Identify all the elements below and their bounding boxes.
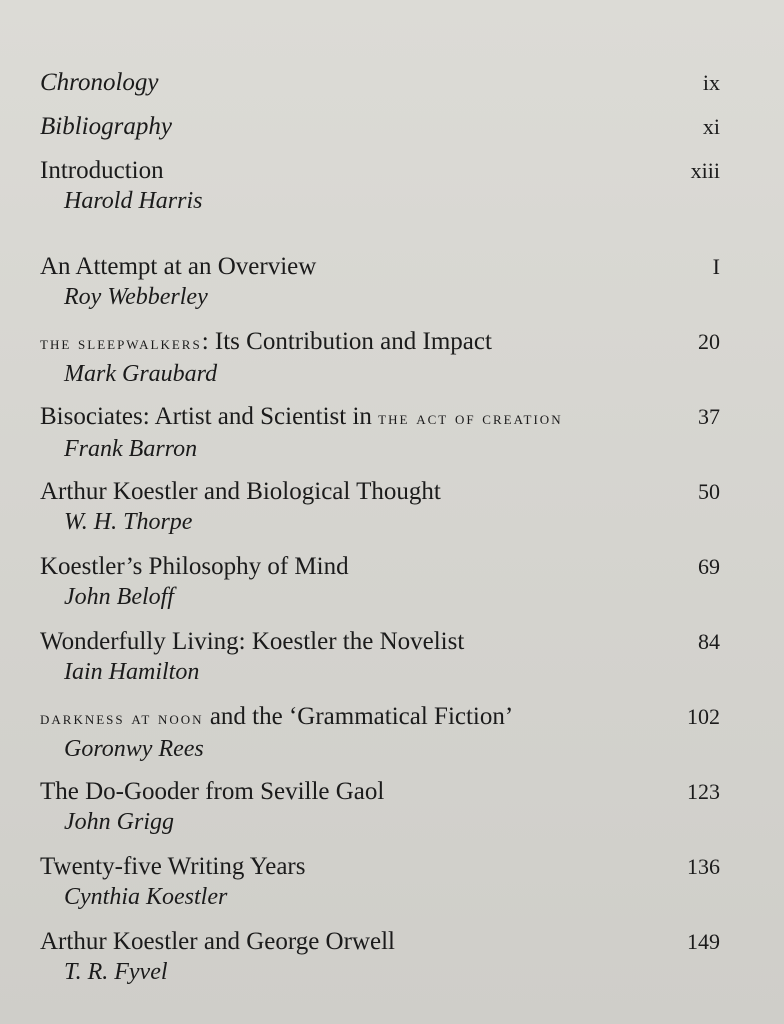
entry-author: T. R. Fyvel [64, 959, 168, 985]
entry-title-pre: Bisociates: Artist and Scientist in [40, 403, 379, 430]
entry-title: Introduction [40, 157, 164, 184]
entry-author: Roy Webberley [64, 284, 208, 310]
book-title-small-caps: the act of creation [378, 408, 563, 429]
toc-entry [40, 252, 720, 327]
entry-author: Frank Barron [64, 436, 198, 462]
toc-entry [40, 927, 720, 1002]
page-number: 20 [698, 329, 720, 354]
toc-entry-introduction [40, 156, 720, 252]
entry-author: John Grigg [64, 809, 174, 835]
toc-entry [40, 777, 720, 852]
entry-title: Bibliography [40, 113, 172, 140]
entry-title: Twenty-five Writing Years [40, 853, 306, 880]
toc-entry [40, 477, 720, 552]
page-number: 50 [698, 479, 720, 504]
entry-title [40, 702, 513, 734]
page-number: 123 [687, 779, 720, 804]
toc-entry [40, 852, 720, 927]
entry-title: Wonderfully Living: Koestler the Novelist [40, 628, 465, 655]
toc-entry [40, 552, 720, 627]
page-number: 149 [687, 929, 720, 954]
page-number: 37 [698, 404, 720, 429]
toc-entry [40, 702, 720, 777]
entry-title: The Do-Gooder from Seville Gaol [40, 778, 385, 805]
entry-title: Koestler’s Philosophy of Mind [40, 553, 349, 580]
page-number: 136 [687, 854, 720, 879]
toc-entry [40, 627, 720, 702]
entry-title: Chronology [40, 69, 159, 96]
toc-entry [40, 327, 720, 402]
entry-author: Mark Graubard [64, 361, 218, 387]
entry-title [40, 327, 492, 359]
entry-author: John Beloff [64, 584, 174, 610]
page-number: 102 [687, 704, 720, 729]
entry-author: W. H. Thorpe [64, 509, 193, 535]
book-title-small-caps: darkness at noon [40, 708, 204, 729]
table-of-contents [40, 68, 720, 1002]
toc-entry-chronology [40, 68, 720, 112]
page-number: ix [702, 70, 720, 95]
entry-title-rest: : Its Contribution and Impact [201, 328, 492, 355]
entry-author: Harold Harris [64, 188, 203, 214]
page-number: 69 [698, 554, 720, 579]
page-number: 84 [698, 629, 720, 654]
page-number: xi [702, 114, 720, 139]
entry-title: An Attempt at an Overview [40, 253, 317, 280]
entry-author: Goronwy Rees [64, 736, 204, 762]
toc-entry-bibliography [40, 112, 720, 156]
entry-title: Arthur Koestler and George Orwell [40, 928, 395, 955]
page-number: xiii [690, 158, 720, 183]
entry-title-rest: and the ‘Grammatical Fiction’ [203, 703, 514, 730]
entry-title: Arthur Koestler and Biological Thought [40, 478, 441, 505]
entry-author: Iain Hamilton [64, 659, 200, 685]
entry-title [40, 402, 563, 434]
page-number: I [712, 254, 720, 279]
book-title-small-caps: the sleepwalkers [40, 333, 202, 354]
toc-entry [40, 402, 720, 477]
entry-author: Cynthia Koestler [64, 884, 228, 910]
